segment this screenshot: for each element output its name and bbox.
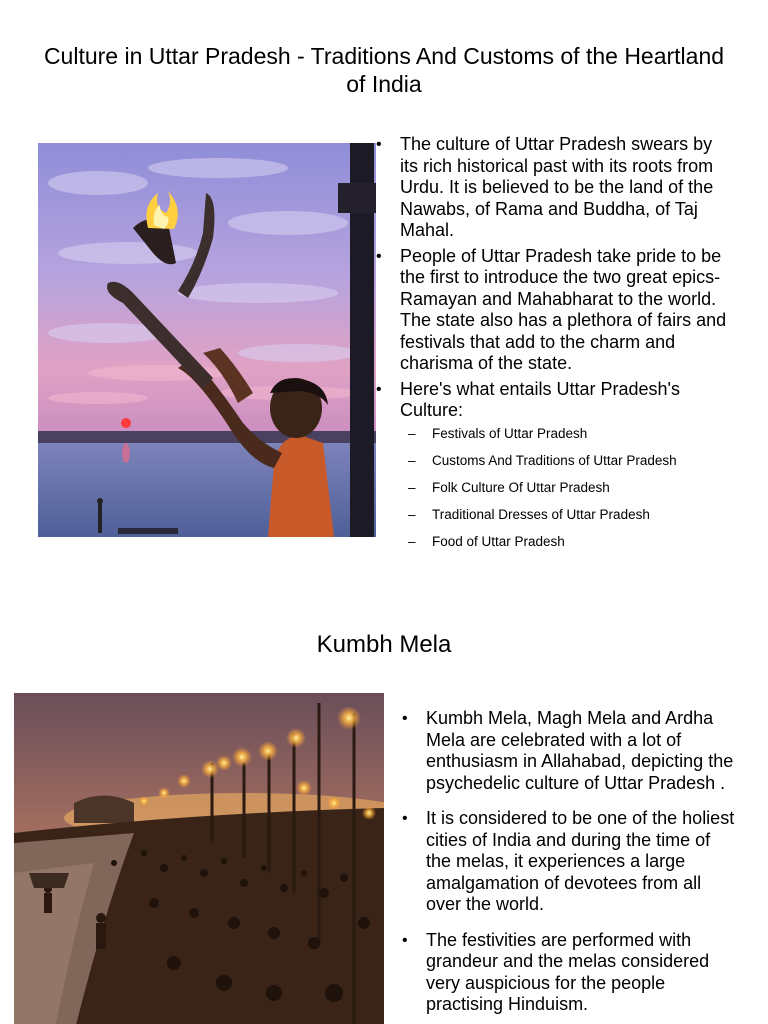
list-item: [374, 379, 734, 550]
dash-glyph: –: [408, 533, 416, 549]
aarti-photo: [38, 143, 376, 537]
bullet-glyph: •: [376, 380, 382, 398]
bullet-text: Kumbh Mela, Magh Mela and Ardha Mela are celebrated with a lot of enthusiasm in Allahabad, depicting the psychedelic culture of Uttar Pradesh .: [426, 708, 734, 793]
aarti-illustration: [38, 143, 376, 537]
bullet-text: The festivities are performed with grandeur and the melas considered very auspicious for the people practising Hinduism.: [426, 929, 710, 1014]
kumbh-mela-illustration: [14, 693, 384, 1024]
list-item: [374, 246, 734, 375]
bullet-glyph: •: [376, 136, 382, 153]
kumbh-mela-photo: [14, 693, 384, 1024]
sub-item-text: Festivals of Uttar Pradesh: [432, 425, 588, 441]
sub-list-item: [400, 426, 734, 442]
bullet-glyph: •: [402, 810, 408, 827]
slide-kumbh-mela: [0, 600, 768, 1024]
sub-list-item: [400, 534, 734, 550]
sub-item-text: Traditional Dresses of Uttar Pradesh: [432, 506, 650, 522]
sub-item-text: Folk Culture Of Uttar Pradesh: [432, 479, 610, 495]
bullet-glyph: •: [402, 710, 408, 727]
sub-list-item: [400, 507, 734, 523]
culture-bullet-list: [374, 134, 734, 561]
bullet-text: It is considered to be one of the holiest cities of India and during the time of the melas, it experiences a large amalgamation of devotees from all over the world.: [426, 808, 735, 914]
sub-list-item: [400, 480, 734, 496]
sub-item-text: Customs And Traditions of Uttar Pradesh: [432, 452, 677, 468]
bullet-text: Here's what entails Uttar Pradesh's Culture:: [400, 378, 680, 420]
culture-sub-list: [400, 426, 734, 550]
slide-title: Kumbh Mela: [316, 631, 452, 658]
dash-glyph: –: [408, 506, 416, 522]
bullet-glyph: •: [376, 247, 382, 265]
bullet-glyph: •: [402, 931, 408, 949]
bullet-text: People of Uttar Pradesh take pride to be the first to introduce the two great epics- Ramayan and Mahabharat to the world. The state also has a plethora of fairs and festivals that add to the charm and charisma of the state.: [400, 245, 727, 373]
dash-glyph: –: [408, 452, 416, 468]
dash-glyph: –: [408, 479, 416, 495]
list-item: [374, 134, 734, 242]
kumbh-bullet-list: [400, 708, 740, 1024]
list-item: [400, 808, 740, 916]
list-item: [400, 708, 740, 794]
dash-glyph: –: [408, 425, 416, 441]
sub-list-item: [400, 453, 734, 469]
list-item: [400, 930, 740, 1016]
slide-title: Culture in Uttar Pradesh - Traditions And Customs of the Heartland of India: [43, 43, 725, 97]
bullet-text: The culture of Uttar Pradesh swears by its rich historical past with its roots from Urdu. It is believed to be the land of the Nawabs, of Rama and Buddha, of Taj Mahal.: [400, 134, 714, 240]
sub-item-text: Food of Uttar Pradesh: [432, 533, 565, 549]
